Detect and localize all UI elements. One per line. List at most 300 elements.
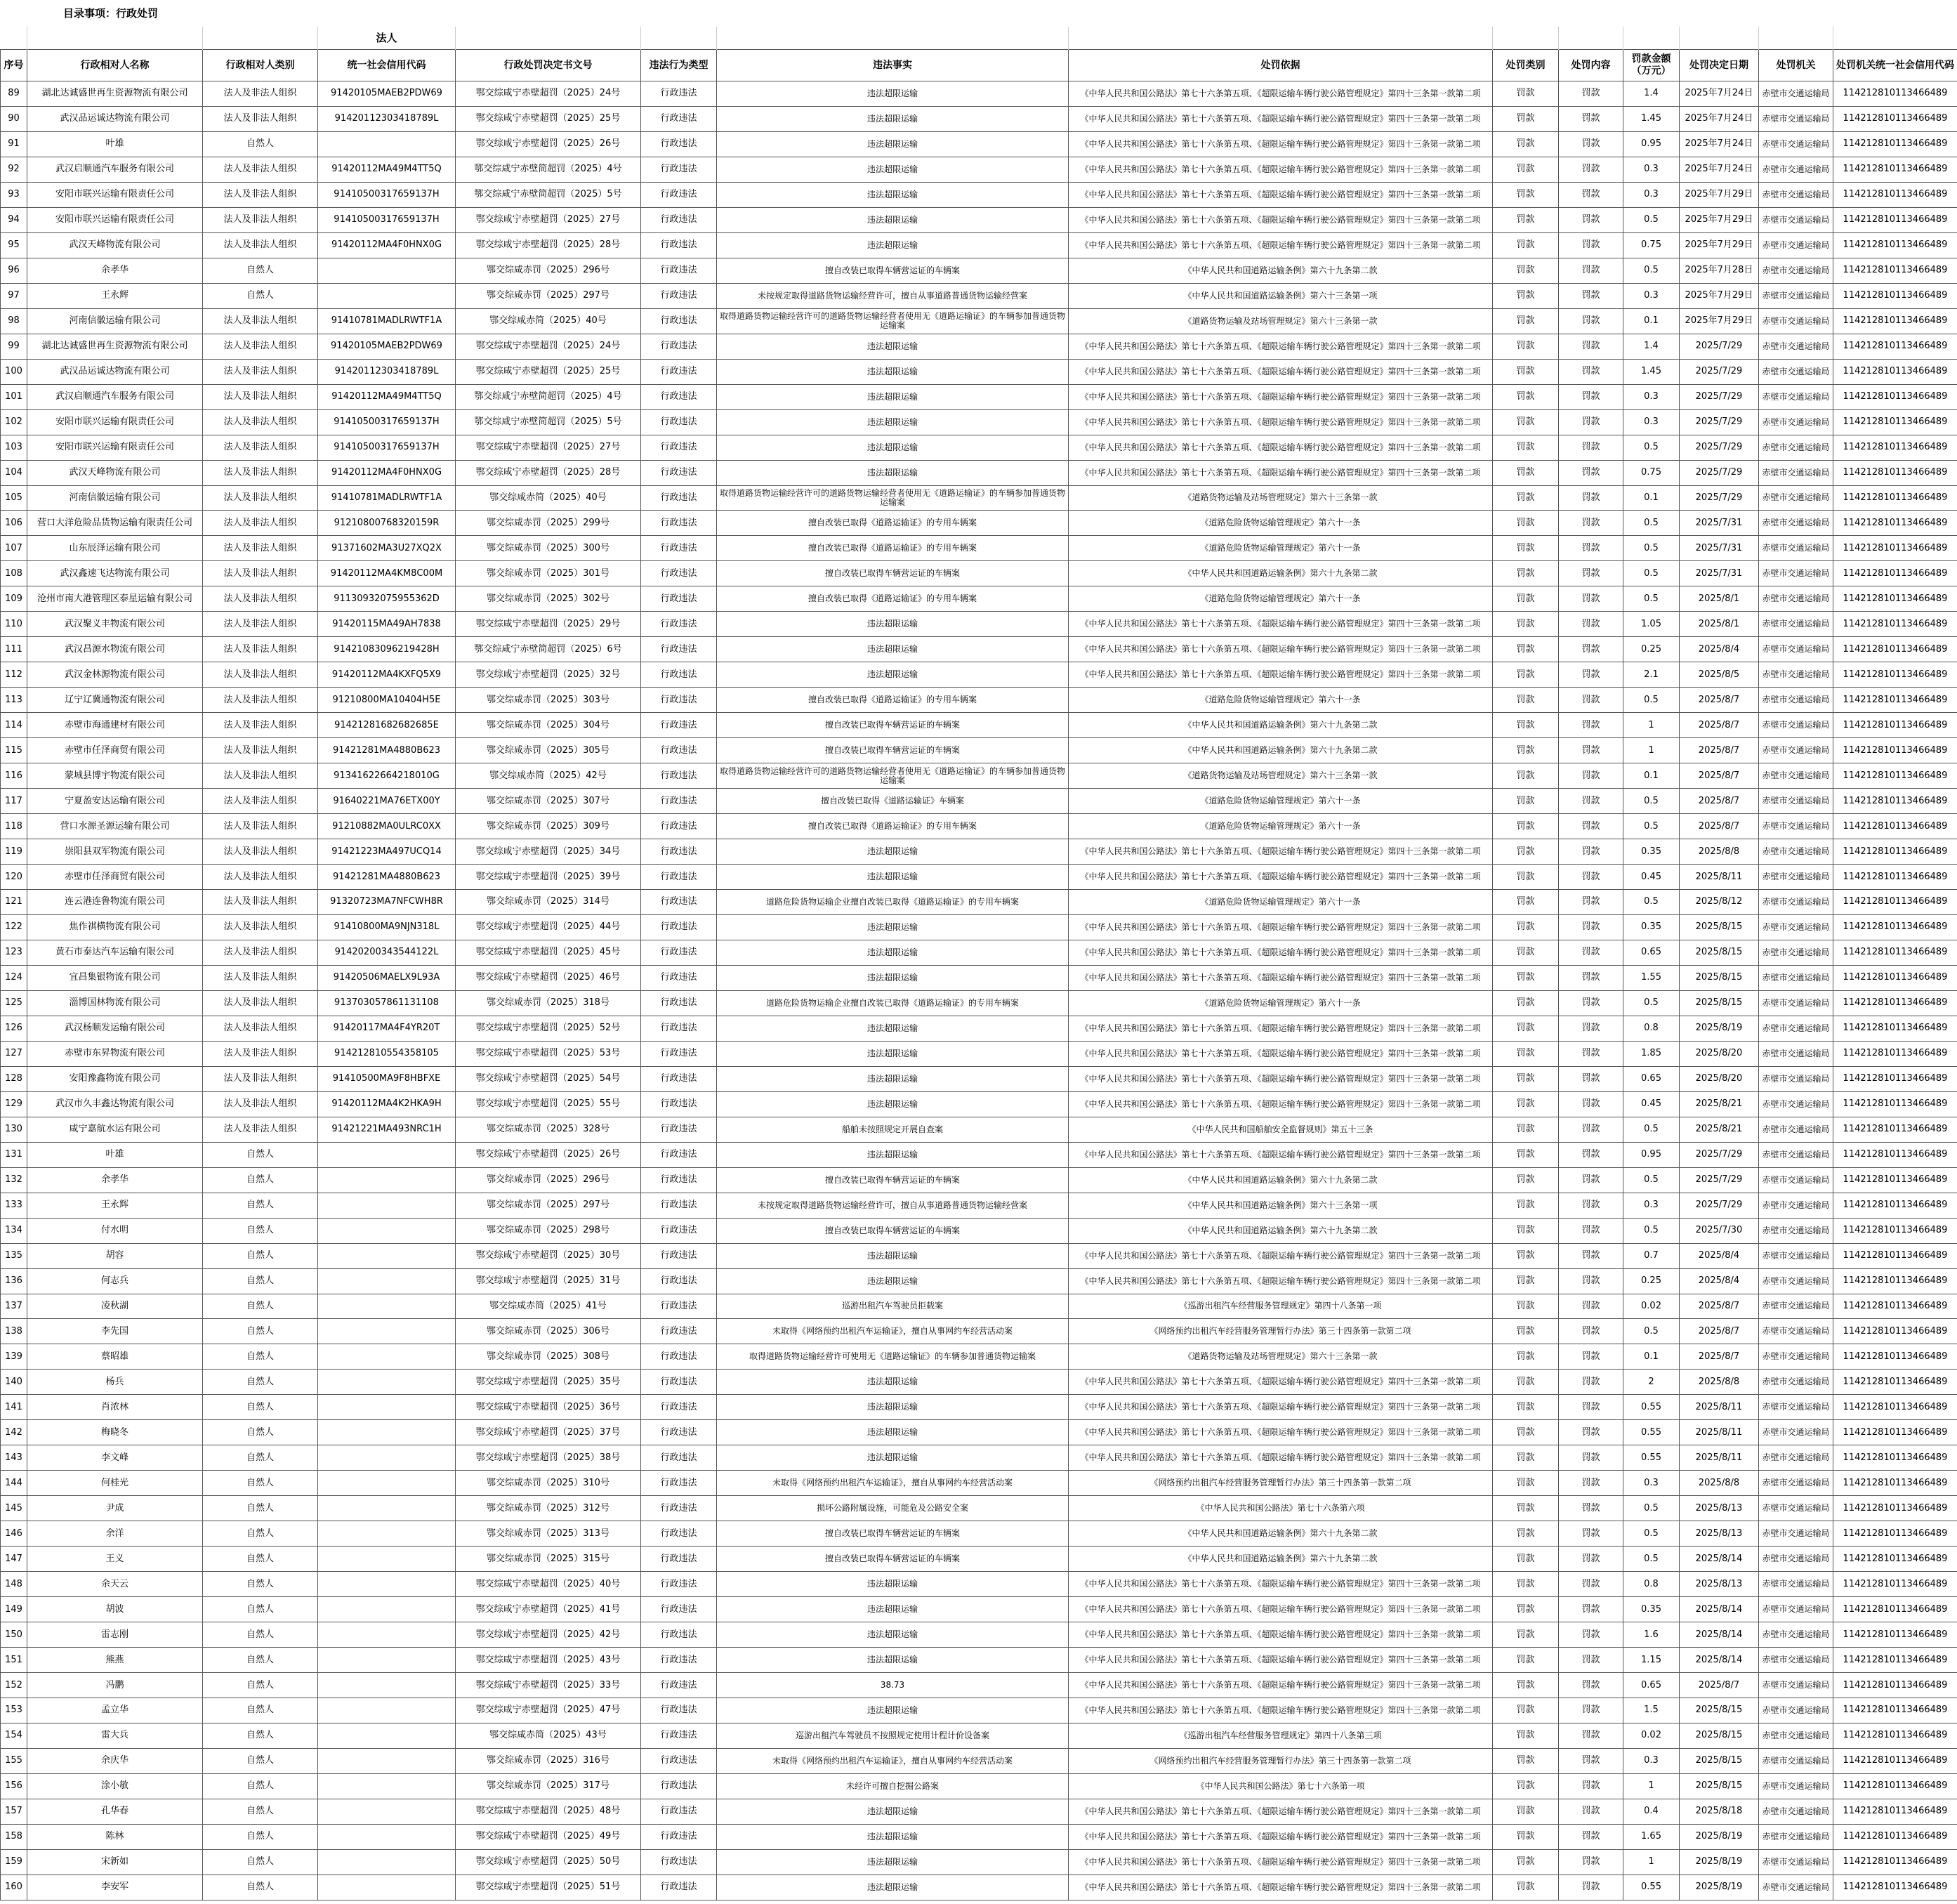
table-row [1, 1117, 1957, 1142]
cell-fine-amount: 0.95 [1623, 131, 1680, 157]
cell-seq: 102 [1, 409, 27, 435]
cell-credit-code [318, 1319, 456, 1344]
cell-decision-no: 鄂交综咸宁赤壁超罚（2025）43号 [456, 1648, 641, 1673]
cell-violation-type: 行政违法 [641, 1622, 717, 1648]
cell-decision-date: 2025年7月29日 [1680, 232, 1759, 258]
cell-decision-no: 鄂交综咸宁赤壁超罚（2025）40号 [456, 1572, 641, 1597]
cell-decision-date: 2025年7月29日 [1680, 182, 1759, 207]
cell-fine-amount: 0.5 [1623, 1218, 1680, 1243]
cell-credit-code: 91210800768320159R [318, 511, 456, 536]
cell-authority: 赤壁市交通运输局 [1759, 763, 1833, 789]
cell-party-type: 自然人 [203, 1268, 318, 1294]
cell-seq: 140 [1, 1370, 27, 1395]
cell-penalty-category: 罚款 [1493, 789, 1559, 814]
cell-violation-fact: 违法超限运输 [717, 1849, 1069, 1875]
cell-seq: 155 [1, 1748, 27, 1773]
cell-violation-type: 行政违法 [641, 182, 717, 207]
cell-authority-credit-code: 114212810113466489 [1833, 485, 1957, 511]
cell-violation-fact: 违法超限运输 [717, 384, 1069, 409]
cell-decision-date: 2025/8/14 [1680, 1648, 1759, 1673]
cell-fine-amount: 0.35 [1623, 839, 1680, 865]
cell-penalty-basis: 《中华人民共和国公路法》第七十六条第五项、《超限运输车辆行驶公路管理规定》第四十三条第一款第二项 [1069, 1622, 1493, 1648]
cell-authority: 赤壁市交通运输局 [1759, 1142, 1833, 1167]
table-row [1, 106, 1957, 131]
cell-party-name: 肖浓林 [27, 1395, 203, 1420]
cell-fine-amount: 1.45 [1623, 359, 1680, 384]
cell-credit-code: 91420112MA4KM8C00M [318, 561, 456, 586]
table-row [1, 1572, 1957, 1597]
cell-authority-credit-code: 114212810113466489 [1833, 1167, 1957, 1193]
cell-penalty-content: 罚款 [1559, 1824, 1623, 1849]
cell-violation-type: 行政违法 [641, 1875, 717, 1900]
cell-penalty-category: 罚款 [1493, 865, 1559, 890]
cell-decision-no: 鄂交综咸宁赤壁超罚（2025）27号 [456, 435, 641, 460]
cell-violation-fact: 违法超限运输 [717, 1875, 1069, 1900]
cell-violation-fact: 擅自改装已取得《道路运输证》的专用车辆案 [717, 586, 1069, 612]
cell-decision-no: 鄂交综咸赤罚（2025）328号 [456, 1117, 641, 1142]
cell-fine-amount: 0.3 [1623, 1471, 1680, 1496]
cell-penalty-content: 罚款 [1559, 258, 1623, 283]
cell-party-type: 自然人 [203, 1319, 318, 1344]
cell-penalty-content: 罚款 [1559, 1268, 1623, 1294]
cell-penalty-category: 罚款 [1493, 1420, 1559, 1445]
cell-authority-credit-code: 114212810113466489 [1833, 1268, 1957, 1294]
cell-penalty-basis: 《中华人民共和国公路法》第七十六条第五项、《超限运输车辆行驶公路管理规定》第四十三条第一款第二项 [1069, 106, 1493, 131]
cell-authority: 赤壁市交通运输局 [1759, 1673, 1833, 1698]
cell-authority: 赤壁市交通运输局 [1759, 662, 1833, 688]
cell-authority-credit-code: 114212810113466489 [1833, 839, 1957, 865]
cell-penalty-basis: 《道路货物运输及站场管理规定》第六十三条第一款 [1069, 1344, 1493, 1370]
cell-violation-fact: 违法超限运输 [717, 839, 1069, 865]
cell-decision-date: 2025/7/29 [1680, 485, 1759, 511]
cell-violation-fact: 违法超限运输 [717, 81, 1069, 107]
cell-decision-date: 2025/8/15 [1680, 1698, 1759, 1724]
cell-authority: 赤壁市交通运输局 [1759, 1572, 1833, 1597]
cell-party-type: 法人及非法人组织 [203, 637, 318, 662]
cell-fine-amount: 1 [1623, 738, 1680, 763]
cell-party-name: 武汉市久丰鑫达物流有限公司 [27, 1091, 203, 1117]
cell-fine-amount: 0.55 [1623, 1445, 1680, 1471]
cell-party-name: 余孝华 [27, 1167, 203, 1193]
cell-decision-no: 鄂交综咸宁赤壁超罚（2025）42号 [456, 1622, 641, 1648]
cell-penalty-basis: 《中华人民共和国公路法》第七十六条第五项、《超限运输车辆行驶公路管理规定》第四十三条第一款第二项 [1069, 1142, 1493, 1167]
cell-authority-credit-code: 114212810113466489 [1833, 1673, 1957, 1698]
cell-authority-credit-code: 114212810113466489 [1833, 207, 1957, 232]
cell-decision-no: 鄂交综咸宁赤壁超罚（2025）26号 [456, 1142, 641, 1167]
cell-authority-credit-code: 114212810113466489 [1833, 435, 1957, 460]
cell-party-name: 王永辉 [27, 283, 203, 308]
cell-fine-amount: 0.8 [1623, 1016, 1680, 1041]
cell-violation-fact: 违法超限运输 [717, 662, 1069, 688]
cell-seq: 93 [1, 182, 27, 207]
cell-party-name: 叶雄 [27, 1142, 203, 1167]
table-row [1, 1294, 1957, 1319]
cell-credit-code: 91421281MA4880B623 [318, 865, 456, 890]
cell-party-type: 自然人 [203, 1471, 318, 1496]
cell-decision-date: 2025/7/31 [1680, 511, 1759, 536]
cell-credit-code [318, 1445, 456, 1471]
cell-party-type: 自然人 [203, 1597, 318, 1622]
cell-decision-no: 鄂交综咸赤简（2025）43号 [456, 1723, 641, 1748]
cell-seq: 118 [1, 814, 27, 839]
column-header-party-name: 行政相对人名称 [27, 50, 203, 81]
cell-fine-amount: 1.15 [1623, 1648, 1680, 1673]
cell-credit-code [318, 1496, 456, 1521]
cell-authority: 赤壁市交通运输局 [1759, 384, 1833, 409]
cell-authority: 赤壁市交通运输局 [1759, 1268, 1833, 1294]
cell-party-name: 武汉启顺通汽车服务有限公司 [27, 157, 203, 182]
cell-decision-no: 鄂交综咸赤罚（2025）297号 [456, 283, 641, 308]
column-header-penalty-category: 处罚类别 [1493, 50, 1559, 81]
cell-seq: 111 [1, 637, 27, 662]
cell-authority-credit-code: 114212810113466489 [1833, 1420, 1957, 1445]
cell-credit-code: 91371602MA3U27XQ2X [318, 536, 456, 561]
cell-authority: 赤壁市交通运输局 [1759, 1824, 1833, 1849]
cell-party-name: 赤壁市海通建材有限公司 [27, 713, 203, 738]
cell-seq: 149 [1, 1597, 27, 1622]
table-row [1, 1016, 1957, 1041]
table-row [1, 914, 1957, 940]
table-row [1, 308, 1957, 334]
cell-seq: 117 [1, 789, 27, 814]
cell-seq: 95 [1, 232, 27, 258]
cell-authority: 赤壁市交通运输局 [1759, 1849, 1833, 1875]
column-header-party-type: 行政相对人类别 [203, 50, 318, 81]
cell-credit-code [318, 1420, 456, 1445]
cell-violation-type: 行政违法 [641, 536, 717, 561]
cell-violation-fact: 违法超限运输 [717, 1445, 1069, 1471]
cell-seq: 107 [1, 536, 27, 561]
column-header-decision-no: 行政处罚决定书文号 [456, 50, 641, 81]
cell-penalty-content: 罚款 [1559, 207, 1623, 232]
cell-violation-type: 行政违法 [641, 1597, 717, 1622]
cell-seq: 142 [1, 1420, 27, 1445]
cell-penalty-basis: 《中华人民共和国公路法》第七十六条第五项、《超限运输车辆行驶公路管理规定》第四十三条第一款第二项 [1069, 1648, 1493, 1673]
cell-authority-credit-code: 114212810113466489 [1833, 1698, 1957, 1724]
cell-party-type: 法人及非法人组织 [203, 384, 318, 409]
cell-penalty-basis: 《道路货物运输及站场管理规定》第六十三条第一款 [1069, 308, 1493, 334]
cell-authority: 赤壁市交通运输局 [1759, 1622, 1833, 1648]
cell-authority: 赤壁市交通运输局 [1759, 511, 1833, 536]
cell-decision-no: 鄂交综咸赤罚（2025）304号 [456, 713, 641, 738]
cell-party-name: 武汉杨顺发运输有限公司 [27, 1016, 203, 1041]
cell-authority: 赤壁市交通运输局 [1759, 1496, 1833, 1521]
cell-party-type: 法人及非法人组织 [203, 890, 318, 915]
cell-party-name: 余庆华 [27, 1748, 203, 1773]
cell-violation-type: 行政违法 [641, 384, 717, 409]
cell-authority-credit-code: 114212810113466489 [1833, 384, 1957, 409]
cell-authority-credit-code: 114212810113466489 [1833, 688, 1957, 713]
cell-party-name: 营口大洋危险品货物运输有限责任公司 [27, 511, 203, 536]
cell-decision-date: 2025/7/29 [1680, 334, 1759, 359]
cell-seq: 130 [1, 1117, 27, 1142]
cell-violation-fact: 违法超限运输 [717, 1041, 1069, 1066]
cell-fine-amount: 0.5 [1623, 435, 1680, 460]
column-header-seq: 序号 [1, 50, 27, 81]
cell-fine-amount: 0.5 [1623, 688, 1680, 713]
cell-decision-no: 鄂交综咸赤罚（2025）301号 [456, 561, 641, 586]
cell-violation-fact: 取得道路货物运输经营许可的道路货物运输经营者使用无《道路运输证》的车辆参加普通货物运输案 [717, 308, 1069, 334]
cell-credit-code: 91420112MA4F0HNX0G [318, 460, 456, 485]
cell-penalty-category: 罚款 [1493, 890, 1559, 915]
cell-authority-credit-code: 114212810113466489 [1833, 1319, 1957, 1344]
cell-decision-date: 2025/8/21 [1680, 1091, 1759, 1117]
cell-decision-date: 2025/8/7 [1680, 814, 1759, 839]
cell-seq: 101 [1, 384, 27, 409]
cell-credit-code [318, 1773, 456, 1799]
cell-authority: 赤壁市交通运输局 [1759, 81, 1833, 107]
cell-violation-fact: 巡游出租汽车驾驶员不按照规定使用计程计价设备案 [717, 1723, 1069, 1748]
cell-authority: 赤壁市交通运输局 [1759, 1648, 1833, 1673]
cell-penalty-category: 罚款 [1493, 612, 1559, 637]
cell-credit-code: 91410500317659137H [318, 207, 456, 232]
cell-decision-no: 鄂交综咸赤罚（2025）296号 [456, 1167, 641, 1193]
cell-decision-date: 2025/8/7 [1680, 789, 1759, 814]
cell-seq: 129 [1, 1091, 27, 1117]
cell-party-type: 法人及非法人组织 [203, 1041, 318, 1066]
table-row [1, 1648, 1957, 1673]
table-row [1, 637, 1957, 662]
cell-penalty-content: 罚款 [1559, 1572, 1623, 1597]
cell-penalty-content: 罚款 [1559, 990, 1623, 1016]
cell-party-type: 自然人 [203, 1521, 318, 1547]
cell-fine-amount: 1.05 [1623, 612, 1680, 637]
table-row [1, 1547, 1957, 1572]
cell-party-type: 法人及非法人组织 [203, 561, 318, 586]
cell-authority-credit-code: 114212810113466489 [1833, 258, 1957, 283]
table-row [1, 789, 1957, 814]
cell-penalty-category: 罚款 [1493, 1799, 1559, 1824]
cell-credit-code: 91420105MAEB2PDW69 [318, 81, 456, 107]
cell-party-name: 李安军 [27, 1875, 203, 1900]
cell-penalty-category: 罚款 [1493, 561, 1559, 586]
cell-penalty-content: 罚款 [1559, 334, 1623, 359]
cell-party-name: 余孝华 [27, 258, 203, 283]
cell-penalty-content: 罚款 [1559, 1142, 1623, 1167]
cell-penalty-category: 罚款 [1493, 207, 1559, 232]
cell-decision-no: 鄂交综咸宁赤壁超罚（2025）35号 [456, 1370, 641, 1395]
cell-fine-amount: 0.25 [1623, 637, 1680, 662]
cell-fine-amount: 0.65 [1623, 940, 1680, 965]
cell-penalty-basis: 《中华人民共和国公路法》第七十六条第一项 [1069, 1773, 1493, 1799]
cell-credit-code: 91420112MA4F0HNX0G [318, 232, 456, 258]
cell-fine-amount: 0.5 [1623, 1521, 1680, 1547]
cell-violation-type: 行政违法 [641, 1041, 717, 1066]
cell-decision-no: 鄂交综咸宁赤壁超罚（2025）25号 [456, 106, 641, 131]
cell-authority: 赤壁市交通运输局 [1759, 283, 1833, 308]
cell-decision-no: 鄂交综咸赤罚（2025）302号 [456, 586, 641, 612]
cell-authority: 赤壁市交通运输局 [1759, 814, 1833, 839]
cell-penalty-basis: 《中华人民共和国公路法》第七十六条第五项、《超限运输车辆行驶公路管理规定》第四十三条第一款第二项 [1069, 1066, 1493, 1091]
table-row [1, 586, 1957, 612]
table-row [1, 511, 1957, 536]
cell-party-name: 武汉聚义丰物流有限公司 [27, 612, 203, 637]
cell-credit-code [318, 1673, 456, 1698]
cell-party-type: 自然人 [203, 1243, 318, 1268]
cell-fine-amount: 0.45 [1623, 1091, 1680, 1117]
cell-party-name: 武汉启顺通汽车服务有限公司 [27, 384, 203, 409]
cell-decision-no: 鄂交综咸宁赤壁超罚（2025）53号 [456, 1041, 641, 1066]
cell-violation-type: 行政违法 [641, 485, 717, 511]
cell-penalty-basis: 《中华人民共和国公路法》第七十六条第五项、《超限运输车辆行驶公路管理规定》第四十三条第一款第二项 [1069, 865, 1493, 890]
cell-authority-credit-code: 114212810113466489 [1833, 965, 1957, 990]
cell-party-type: 法人及非法人组织 [203, 763, 318, 789]
cell-decision-date: 2025/8/7 [1680, 763, 1759, 789]
cell-party-type: 法人及非法人组织 [203, 789, 318, 814]
cell-penalty-basis: 《中华人民共和国公路法》第七十六条第五项、《超限运输车辆行驶公路管理规定》第四十三条第一款第二项 [1069, 460, 1493, 485]
cell-violation-fact: 38.73 [717, 1673, 1069, 1698]
cell-penalty-content: 罚款 [1559, 612, 1623, 637]
cell-penalty-content: 罚款 [1559, 1091, 1623, 1117]
cell-violation-type: 行政违法 [641, 1748, 717, 1773]
cell-penalty-category: 罚款 [1493, 460, 1559, 485]
cell-violation-fact: 违法超限运输 [717, 460, 1069, 485]
cell-violation-type: 行政违法 [641, 990, 717, 1016]
cell-decision-no: 鄂交综咸宁赤壁简超罚（2025）6号 [456, 637, 641, 662]
cell-penalty-basis: 《网络预约出租汽车经营服务管理暂行办法》第三十四条第一款第二项 [1069, 1748, 1493, 1773]
cell-authority: 赤壁市交通运输局 [1759, 207, 1833, 232]
cell-decision-date: 2025/8/13 [1680, 1496, 1759, 1521]
cell-decision-date: 2025年7月28日 [1680, 258, 1759, 283]
cell-party-name: 湖北达诚盛世再生资源物流有限公司 [27, 334, 203, 359]
cell-penalty-content: 罚款 [1559, 1521, 1623, 1547]
cell-penalty-content: 罚款 [1559, 688, 1623, 713]
cell-fine-amount: 1.6 [1623, 1622, 1680, 1648]
cell-fine-amount: 0.55 [1623, 1875, 1680, 1900]
column-header-credit-code: 统一社会信用代码 [318, 50, 456, 81]
cell-seq: 141 [1, 1395, 27, 1420]
cell-credit-code: 91410781MADLRWTF1A [318, 485, 456, 511]
cell-fine-amount: 0.5 [1623, 511, 1680, 536]
cell-authority: 赤壁市交通运输局 [1759, 1445, 1833, 1471]
cell-seq: 94 [1, 207, 27, 232]
cell-authority-credit-code: 114212810113466489 [1833, 409, 1957, 435]
cell-violation-fact: 违法超限运输 [717, 1799, 1069, 1824]
cell-seq: 156 [1, 1773, 27, 1799]
cell-authority: 赤壁市交通运输局 [1759, 1395, 1833, 1420]
cell-authority: 赤壁市交通运输局 [1759, 738, 1833, 763]
column-header-fine-amount: 罚款金额（万元） [1623, 50, 1680, 81]
cell-party-name: 蔡昭雄 [27, 1344, 203, 1370]
cell-violation-type: 行政违法 [641, 283, 717, 308]
cell-authority-credit-code: 114212810113466489 [1833, 1723, 1957, 1748]
cell-violation-type: 行政违法 [641, 511, 717, 536]
cell-decision-date: 2025/7/29 [1680, 460, 1759, 485]
cell-fine-amount: 1.4 [1623, 81, 1680, 107]
cell-decision-no: 鄂交综咸宁赤壁超罚（2025）50号 [456, 1849, 641, 1875]
cell-decision-date: 2025/8/13 [1680, 1572, 1759, 1597]
cell-credit-code: 91410781MADLRWTF1A [318, 308, 456, 334]
cell-decision-no: 鄂交综咸赤罚（2025）296号 [456, 258, 641, 283]
cell-penalty-basis: 《中华人民共和国公路法》第七十六条第五项、《超限运输车辆行驶公路管理规定》第四十三条第一款第二项 [1069, 914, 1493, 940]
cell-penalty-basis: 《中华人民共和国道路运输条例》第六十九条第二款 [1069, 1167, 1493, 1193]
cell-credit-code: 91410800MA9NJN318L [318, 914, 456, 940]
cell-authority-credit-code: 114212810113466489 [1833, 1193, 1957, 1218]
cell-violation-type: 行政违法 [641, 1218, 717, 1243]
cell-seq: 157 [1, 1799, 27, 1824]
cell-decision-no: 鄂交综咸赤简（2025）40号 [456, 485, 641, 511]
cell-party-type: 法人及非法人组织 [203, 157, 318, 182]
cell-authority-credit-code: 114212810113466489 [1833, 1041, 1957, 1066]
cell-party-name: 余天云 [27, 1572, 203, 1597]
cell-party-name: 王义 [27, 1547, 203, 1572]
cell-authority-credit-code: 114212810113466489 [1833, 1875, 1957, 1900]
cell-decision-date: 2025/8/7 [1680, 713, 1759, 738]
cell-party-type: 法人及非法人组织 [203, 485, 318, 511]
cell-credit-code [318, 1243, 456, 1268]
cell-authority: 赤壁市交通运输局 [1759, 1799, 1833, 1824]
cell-party-type: 法人及非法人组织 [203, 612, 318, 637]
cell-party-type: 法人及非法人组织 [203, 990, 318, 1016]
cell-fine-amount: 0.02 [1623, 1723, 1680, 1748]
cell-authority: 赤壁市交通运输局 [1759, 965, 1833, 990]
cell-penalty-category: 罚款 [1493, 409, 1559, 435]
table-row [1, 1268, 1957, 1294]
cell-penalty-content: 罚款 [1559, 1193, 1623, 1218]
cell-party-name: 安阳市联兴运输有限责任公司 [27, 207, 203, 232]
cell-decision-no: 鄂交综咸宁赤壁超罚（2025）28号 [456, 232, 641, 258]
cell-authority-credit-code: 114212810113466489 [1833, 1521, 1957, 1547]
cell-authority-credit-code: 114212810113466489 [1833, 1243, 1957, 1268]
cell-penalty-content: 罚款 [1559, 713, 1623, 738]
cell-party-type: 自然人 [203, 1773, 318, 1799]
cell-decision-date: 2025/8/1 [1680, 586, 1759, 612]
cell-authority: 赤壁市交通运输局 [1759, 359, 1833, 384]
cell-violation-type: 行政违法 [641, 1648, 717, 1673]
cell-party-name: 付水明 [27, 1218, 203, 1243]
cell-seq: 116 [1, 763, 27, 789]
cell-authority: 赤壁市交通运输局 [1759, 1218, 1833, 1243]
cell-violation-fact: 违法超限运输 [717, 1622, 1069, 1648]
cell-penalty-basis: 《中华人民共和国公路法》第七十六条第五项、《超限运输车辆行驶公路管理规定》第四十三条第一款第二项 [1069, 1799, 1493, 1824]
cell-penalty-category: 罚款 [1493, 1117, 1559, 1142]
cell-violation-fact: 违法超限运输 [717, 1597, 1069, 1622]
cell-penalty-content: 罚款 [1559, 814, 1623, 839]
cell-violation-fact: 违法超限运输 [717, 207, 1069, 232]
table-row [1, 81, 1957, 107]
cell-credit-code [318, 1572, 456, 1597]
cell-credit-code [318, 1748, 456, 1773]
cell-party-type: 自然人 [203, 1875, 318, 1900]
cell-violation-fact: 违法超限运输 [717, 1091, 1069, 1117]
cell-fine-amount: 1 [1623, 1773, 1680, 1799]
cell-decision-date: 2025/8/19 [1680, 1875, 1759, 1900]
cell-penalty-category: 罚款 [1493, 232, 1559, 258]
cell-violation-fact: 违法超限运输 [717, 914, 1069, 940]
cell-authority-credit-code: 114212810113466489 [1833, 334, 1957, 359]
cell-party-type: 法人及非法人组织 [203, 940, 318, 965]
cell-party-name: 武汉品运诚达物流有限公司 [27, 359, 203, 384]
cell-authority-credit-code: 114212810113466489 [1833, 536, 1957, 561]
cell-party-name: 崇阳县双军物流有限公司 [27, 839, 203, 865]
cell-violation-type: 行政违法 [641, 789, 717, 814]
cell-party-type: 法人及非法人组织 [203, 814, 318, 839]
cell-penalty-content: 罚款 [1559, 1395, 1623, 1420]
cell-decision-date: 2025/7/29 [1680, 359, 1759, 384]
cell-penalty-basis: 《中华人民共和国公路法》第七十六条第五项、《超限运输车辆行驶公路管理规定》第四十三条第一款第二项 [1069, 940, 1493, 965]
cell-authority: 赤壁市交通运输局 [1759, 1875, 1833, 1900]
cell-credit-code [318, 1723, 456, 1748]
cell-decision-date: 2025/7/30 [1680, 1218, 1759, 1243]
cell-violation-fact: 擅自改装已取得《道路运输证》的专用车辆案 [717, 536, 1069, 561]
cell-penalty-content: 罚款 [1559, 738, 1623, 763]
cell-decision-no: 鄂交综咸宁赤壁超罚（2025）46号 [456, 965, 641, 990]
cell-party-type: 法人及非法人组织 [203, 713, 318, 738]
cell-decision-date: 2025/8/21 [1680, 1117, 1759, 1142]
cell-decision-no: 鄂交综咸宁赤壁简超罚（2025）5号 [456, 409, 641, 435]
table-row [1, 1471, 1957, 1496]
cell-authority-credit-code: 114212810113466489 [1833, 789, 1957, 814]
